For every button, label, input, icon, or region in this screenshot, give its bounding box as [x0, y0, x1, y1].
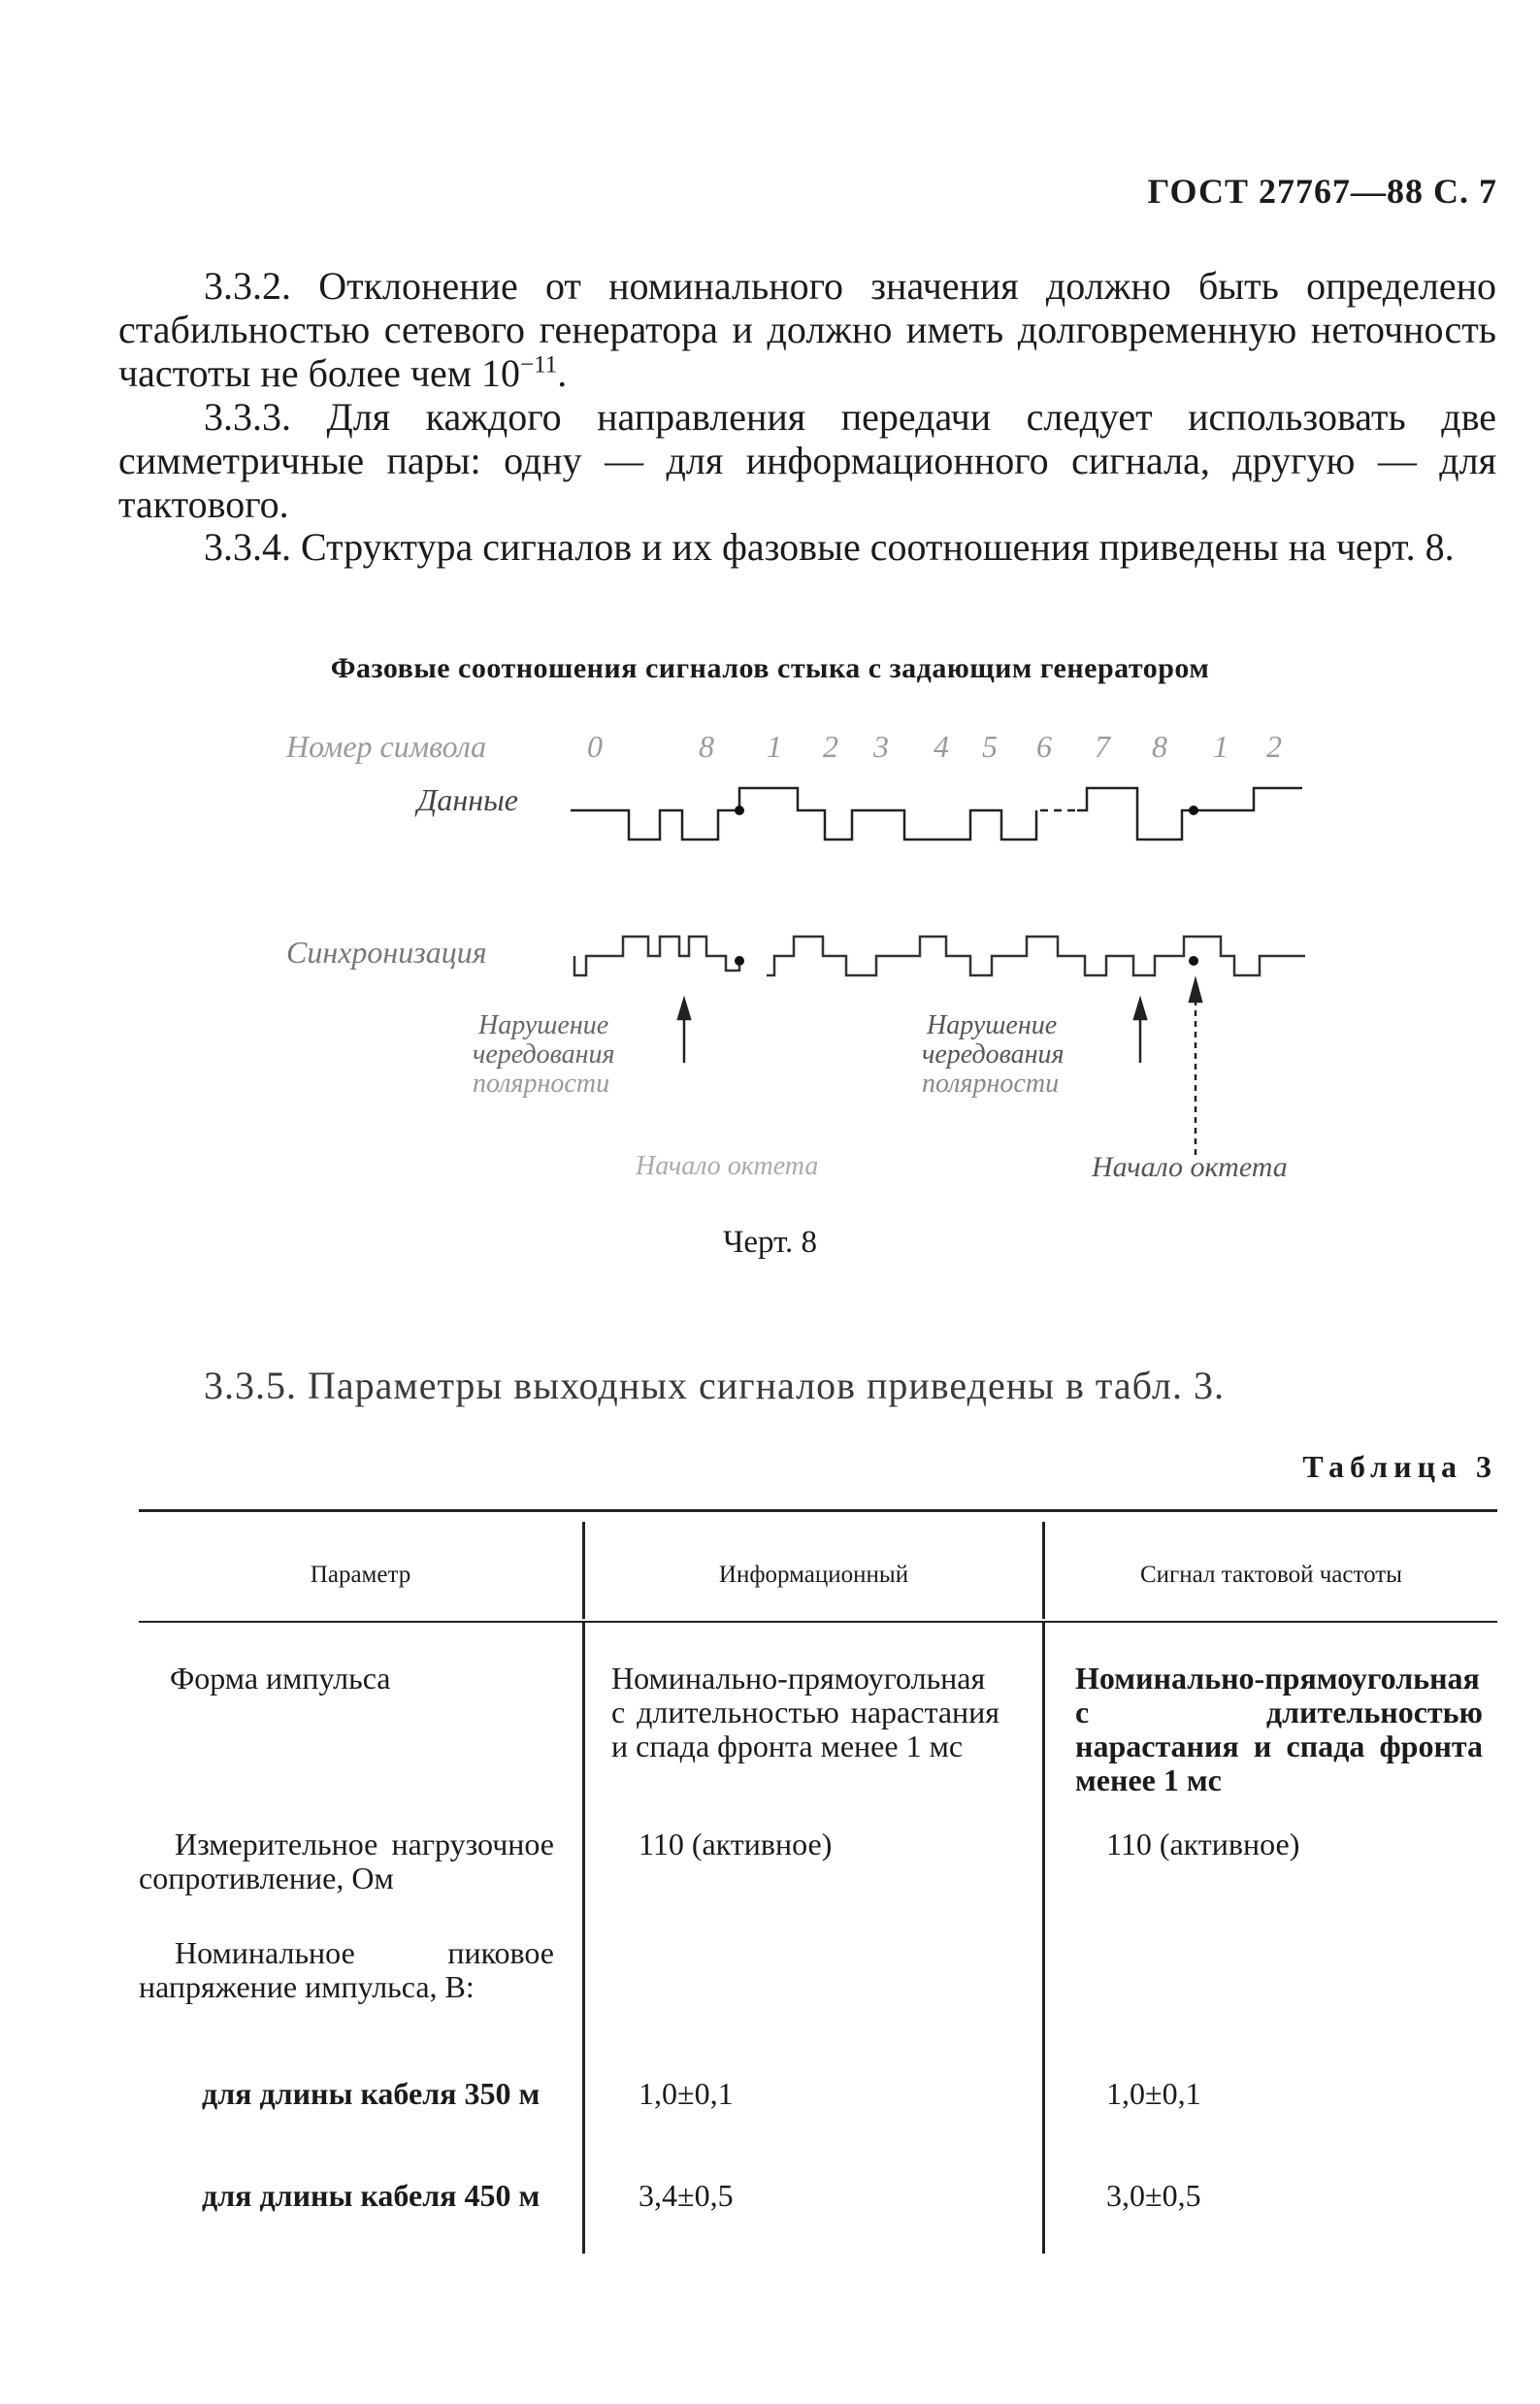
cell-clock-cable-350: 1,0±0,1 [1106, 2076, 1201, 2111]
table-header-rule [139, 1621, 1497, 1623]
paragraph-3-3-5: 3.3.5. Параметры выходных сигналов приведены в табл. 3. [204, 1364, 1225, 1407]
symbol-number: 4 [934, 729, 949, 764]
symbol-number: 0 [587, 729, 603, 764]
symbol-number: 3 [873, 729, 889, 764]
paragraph-3-3-4 [118, 525, 1496, 569]
octet-marker-dot [1189, 956, 1198, 966]
table-divider-2 [1042, 1623, 1045, 2254]
paragraph-3-3-3 [118, 395, 1496, 526]
symbol-number: 5 [982, 729, 998, 764]
table-top-rule [139, 1509, 1497, 1512]
octet-start-label-right: Начало октета [1092, 1151, 1288, 1183]
cell-clock-cable-450: 3,0±0,5 [1106, 2178, 1201, 2213]
octet-marker-dot [1189, 806, 1198, 815]
symbol-number: 1 [1213, 729, 1229, 764]
symbol-number: 6 [1036, 729, 1052, 764]
data-waveform [571, 788, 1302, 840]
symbol-number: 1 [767, 729, 782, 764]
sync-waveform [574, 937, 1305, 975]
table-header-clock: Сигнал тактовой частоты [1140, 1562, 1402, 1588]
cell-clock-pulse-shape: Номинально-прямоугольная с длительностью нарастания и спада фронта менее 1 мс [1075, 1661, 1483, 1797]
cell-clock-load: 110 (активное) [1106, 1827, 1300, 1861]
violation-label-line: Нарушение [478, 1010, 609, 1040]
paragraph-3-3-2-end: . [557, 351, 568, 395]
table-header-info: Информационный [718, 1562, 909, 1588]
timing-diagram [0, 718, 1540, 1203]
cell-info-cable-350: 1,0±0,1 [639, 2076, 734, 2111]
symbol-number: 7 [1095, 729, 1110, 764]
symbol-number-label: Номер символа [286, 729, 487, 764]
symbol-numbers [587, 729, 1282, 764]
violation-label-line: Нарушение [927, 1010, 1058, 1040]
arrow-up-icon [678, 1000, 690, 1019]
figure-caption: Черт. 8 [722, 1225, 818, 1260]
cell-info-load: 110 (активное) [639, 1827, 833, 1861]
arrow-up-icon [1190, 980, 1201, 1002]
paragraph-3-3-2-exponent: −11 [520, 351, 558, 379]
cell-param-cable-450: для длины кабеля 450 м [202, 2178, 541, 2213]
violation-label-line: чередования [473, 1039, 615, 1070]
violation-label-line: полярности [473, 1069, 610, 1099]
cell-param-peak-voltage: Номинальное пиковое напряжение импульса, В: [139, 1935, 554, 2004]
symbol-number: 2 [823, 729, 838, 764]
sync-row-label: Синхронизация [286, 935, 487, 970]
table-header-parameter: Параметр [310, 1562, 411, 1588]
violation-label-left [473, 1010, 615, 1099]
octet-marker-dot [735, 806, 744, 815]
violation-label-right [922, 1010, 1065, 1099]
data-row-label: Данные [417, 782, 518, 817]
symbol-number: 2 [1266, 729, 1282, 764]
table-divider-1 [582, 1623, 585, 2254]
cell-param-cable-350: для длины кабеля 350 м [202, 2076, 541, 2111]
cell-param-load: Измерительное нагрузочное сопротивление, Ом [139, 1827, 554, 1895]
paragraph-3-3-2 [118, 264, 1496, 395]
symbol-number: 8 [699, 729, 714, 764]
figure-title: Фазовые соотношения сигналов стыка с задающим генератором [330, 652, 1210, 684]
paragraph-3-3-3-text: 3.3.3. Для каждого направления передачи следует использовать две симметричные пары: одну — для информационного сигнала, другую — для тактового. [118, 395, 1496, 526]
symbol-number: 8 [1152, 729, 1167, 764]
paragraph-3-3-2-text: 3.3.2. Отклонение от номинального значения должно быть определено стабильностью сетевого генератора и должно иметь долговременную неточность частоты не более чем 10 [118, 264, 1496, 395]
table-caption: Таблица 3 [1302, 1449, 1497, 1484]
arrow-up-icon [1134, 1000, 1146, 1019]
cell-info-cable-450: 3,4±0,5 [639, 2178, 734, 2213]
violation-label-line: чередования [922, 1039, 1065, 1070]
violation-label-line: полярности [922, 1069, 1060, 1099]
octet-marker-dot [735, 956, 744, 966]
paragraph-3-3-4-text: 3.3.4. Структура сигналов и их фазовые соотношения приведены на черт. 8. [204, 525, 1455, 569]
cell-param-pulse-shape: Форма импульса [170, 1661, 391, 1696]
octet-start-label-left: Начало октета [636, 1151, 819, 1181]
cell-info-pulse-shape: Номинально-прямоугольная с длительностью нарастания и спада фронта менее 1 мс [611, 1661, 999, 1763]
page-header: ГОСТ 27767—88 С. 7 [1147, 172, 1497, 211]
